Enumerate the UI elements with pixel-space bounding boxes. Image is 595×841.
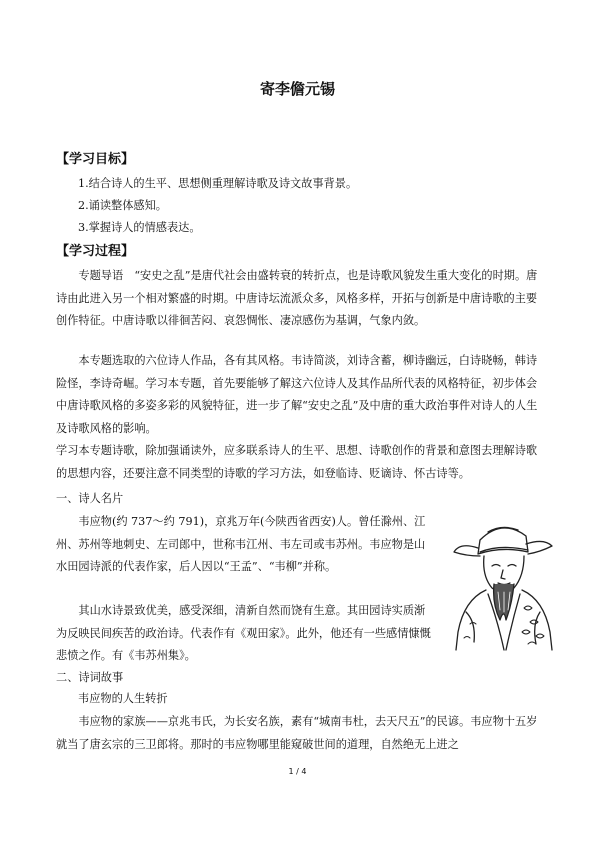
poet-style-text: 其山水诗景致优美，感受深细，清新自然而饶有生意。其田园诗实质渐为反映民间疾苦的政治诗。代表作有《观田家》。此外，他还有一些感情慷慨悲愤之作。有《韦苏州集》。 bbox=[56, 604, 431, 662]
method-paragraph bbox=[56, 440, 542, 485]
poet-portrait-icon bbox=[440, 512, 565, 652]
intro-paragraph bbox=[56, 265, 542, 333]
poet-style-paragraph bbox=[56, 600, 434, 668]
page-number: 1 / 4 bbox=[288, 767, 307, 776]
poet-bio-text: 韦应物(约 737～约 791)，京兆万年(今陕西省西安)人。曾任滁州、江州、苏州等地刺史、左司郎中，世称韦江州、韦左司或韦苏州。韦应物是山水田园诗派的代表作家，后人因以“王孟”、“韦柳”并称。 bbox=[56, 515, 426, 573]
goal-item: 2.诵读整体感知。 bbox=[78, 199, 167, 212]
poet-portrait bbox=[440, 512, 565, 652]
page-title: 寄李儋元锡 bbox=[259, 80, 335, 98]
topic-paragraph bbox=[56, 350, 542, 440]
poem-story-subtitle: 韦应物的人生转折 bbox=[78, 692, 168, 705]
goal-item: 1.结合诗人的生平、思想侧重理解诗歌及诗文故事背景。 bbox=[78, 177, 358, 190]
goal-item: 3.掌握诗人的情感表达。 bbox=[78, 221, 201, 234]
method-text: 学习本专题诗歌，除加强诵读外，应多联系诗人的生平、思想、诗歌创作的背景和意图去理解诗歌的思想内容，还要注意不同类型的诗歌的学习方法，如登临诗、贬谪诗、怀古诗等。 bbox=[56, 444, 538, 480]
poet-card-heading: 一、诗人名片 bbox=[56, 492, 124, 505]
poet-bio-paragraph bbox=[56, 511, 434, 579]
poem-story-text: 韦应物的家族——京兆韦氏，为长安名族，素有“城南韦杜，去天尺五”的民谚。韦应物十五岁就当了唐玄宗的三卫郎将。那时的韦应物哪里能窥破世间的道理，自然绝无上进之 bbox=[56, 715, 538, 751]
poem-story-heading: 二、诗词故事 bbox=[56, 671, 124, 684]
process-heading: 【学习过程】 bbox=[56, 244, 135, 259]
topic-text: 本专题选取的六位诗人作品，各有其风格。韦诗简淡，刘诗含蓄，柳诗幽远，白诗晓畅，韩诗险怪，李诗奇崛。学习本专题，首先要能够了解这六位诗人及其作品所代表的风格特征，初步体会中唐诗歌风格的多姿多彩的风貌特征，进一步了解“安史之乱”及中唐的重大政治事件对诗人的人生及诗歌风格的影响。 bbox=[56, 354, 538, 435]
goals-heading: 【学习目标】 bbox=[56, 152, 135, 167]
intro-text: 专题导语 “安史之乱”是唐代社会由盛转衰的转折点，也是诗歌风貌发生重大变化的时期。唐诗由此进入另一个相对繁盛的时期。中唐诗坛流派众多，风格多样，开拓与创新是中唐诗歌的主要创作特征。中唐诗歌以徘徊苦闷、哀怨惆怅、凄凉感伤为基调，气象内敛。 bbox=[56, 269, 538, 327]
poem-story-paragraph bbox=[56, 711, 542, 756]
